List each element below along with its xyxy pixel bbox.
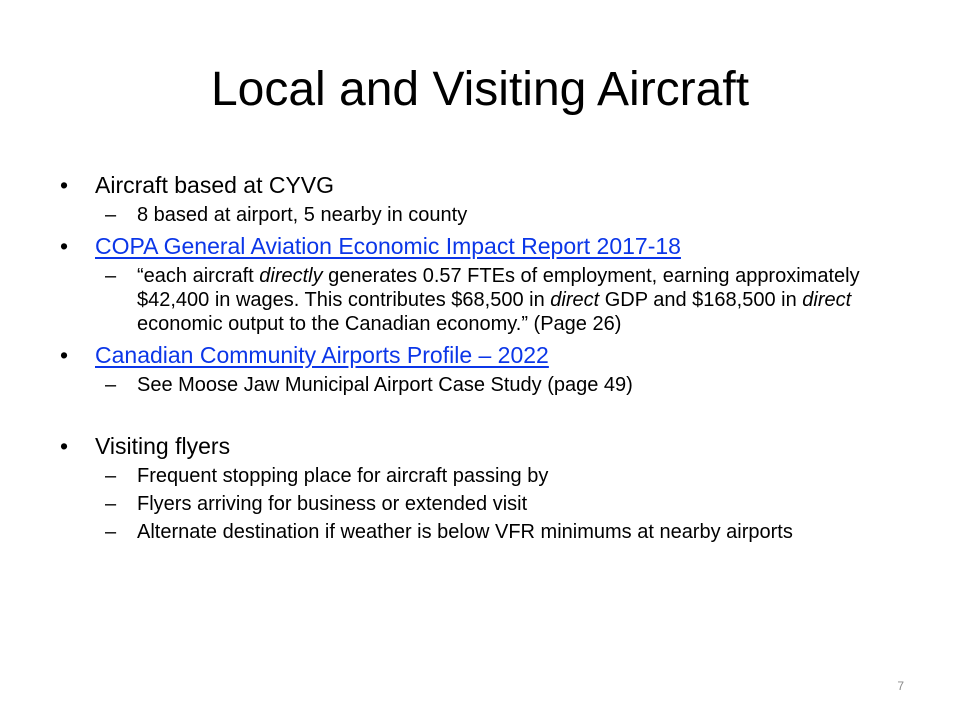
dash-icon: – bbox=[105, 493, 117, 515]
dash-icon: – bbox=[105, 374, 117, 396]
copa-report-link[interactable]: COPA General Aviation Economic Impact Report 2017-18 bbox=[95, 233, 681, 259]
sub-bullet-text: Frequent stopping place for aircraft passing by bbox=[137, 465, 549, 487]
sub-bullet-text: Alternate destination if weather is below VFR minimums at nearby airports bbox=[137, 521, 793, 543]
sub-bullet-text: 8 based at airport, 5 nearby in county bbox=[137, 204, 468, 226]
sub-bullet-text: See Moose Jaw Municipal Airport Case Study (page 49) bbox=[137, 374, 633, 396]
sub-bullet-alternate-destination bbox=[60, 520, 900, 544]
sub-bullet-business-visit bbox=[60, 492, 900, 516]
bullet-text: Visiting flyers bbox=[95, 433, 231, 459]
sub-bullet-based-count bbox=[60, 203, 900, 227]
bullet-copa-report bbox=[60, 231, 900, 261]
quote-text: generates 0.57 FTEs of employment, earning approximately $42,400 in wages. This contributes $68,500 in bbox=[137, 265, 860, 311]
bullet-community-airports bbox=[60, 340, 900, 370]
dash-icon: – bbox=[105, 521, 117, 543]
dash-icon: – bbox=[105, 265, 117, 287]
sub-bullet-copa-quote bbox=[60, 264, 900, 336]
sub-bullet-stopping-place bbox=[60, 464, 900, 488]
copa-quote bbox=[137, 265, 860, 335]
sub-bullet-text: Flyers arriving for business or extended visit bbox=[137, 493, 528, 515]
bullet-icon: • bbox=[60, 172, 69, 198]
quote-text: economic output to the Canadian economy.” (Page 26) bbox=[137, 313, 622, 335]
bullet-text: Aircraft based at CYVG bbox=[95, 172, 335, 198]
quote-emphasis: direct bbox=[550, 289, 600, 311]
bullet-icon: • bbox=[60, 433, 69, 459]
page-number: 7 bbox=[897, 679, 904, 693]
bullet-visiting-flyers bbox=[60, 431, 900, 461]
quote-text: “each aircraft bbox=[137, 265, 260, 287]
bullet-icon: • bbox=[60, 233, 69, 259]
quote-emphasis: direct bbox=[802, 289, 852, 311]
slide-title: Local and Visiting Aircraft bbox=[210, 63, 750, 116]
bullet-icon: • bbox=[60, 342, 69, 368]
quote-emphasis: directly bbox=[259, 265, 323, 287]
dash-icon: – bbox=[105, 204, 117, 226]
spacer bbox=[60, 401, 900, 431]
community-airports-link[interactable]: Canadian Community Airports Profile – 2022 bbox=[95, 342, 549, 368]
sub-bullet-moose-jaw bbox=[60, 373, 900, 397]
slide-content bbox=[60, 170, 900, 548]
bullet-aircraft-based bbox=[60, 170, 900, 200]
dash-icon: – bbox=[105, 465, 117, 487]
quote-text: GDP and $168,500 in bbox=[599, 289, 803, 311]
